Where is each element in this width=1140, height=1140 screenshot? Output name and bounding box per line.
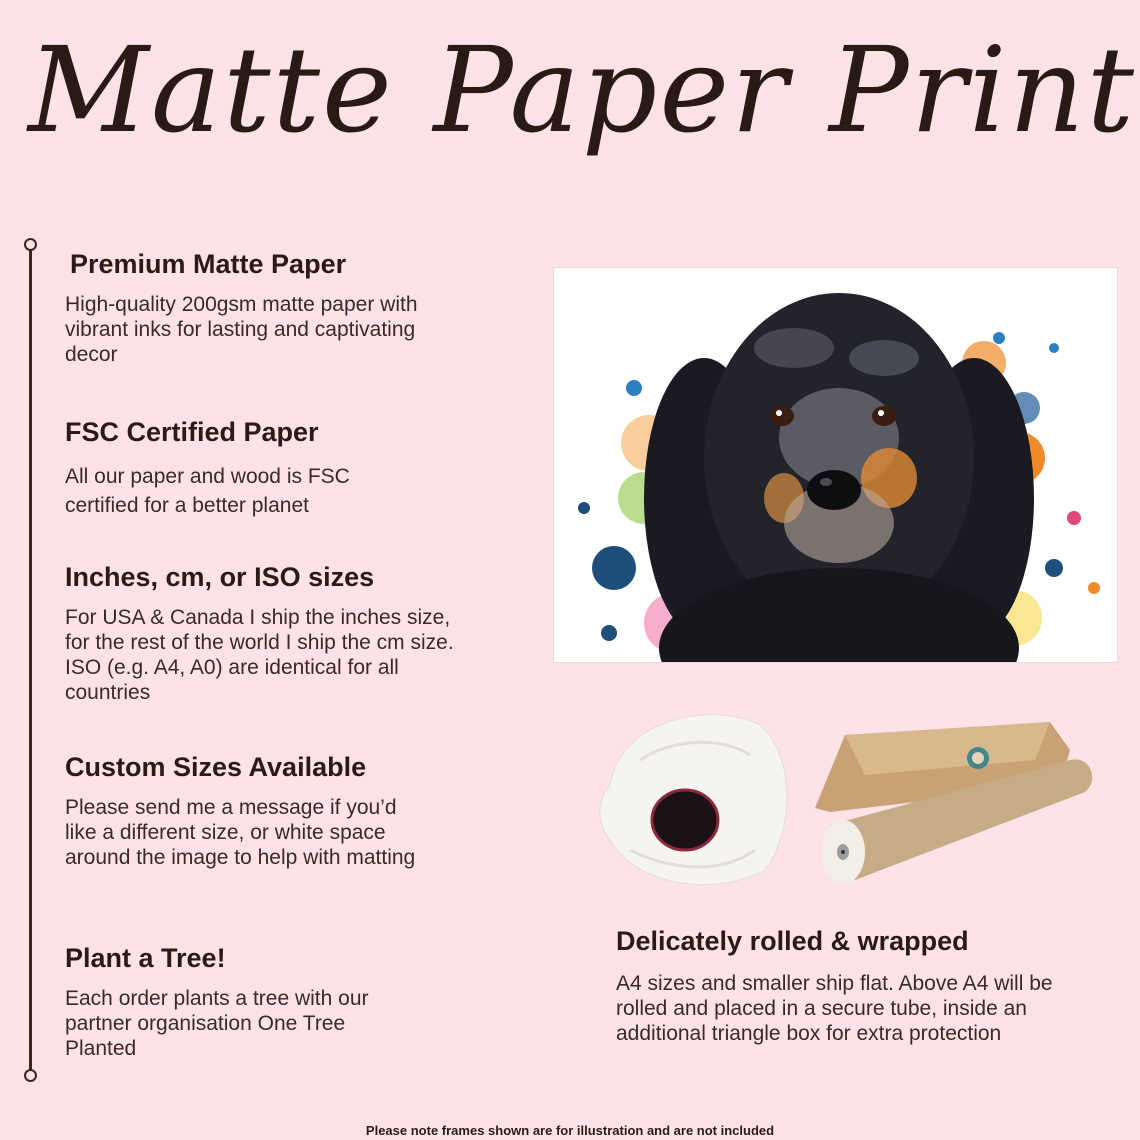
feature-text: High-quality 200gsm matte paper with vibrant inks for lasting and captivating decor (65, 293, 418, 366)
feature-text: For USA & Canada I ship the inches size, for the rest of the world I ship the cm size. ISO (e.g. A4, A0) are identical for all countries (65, 606, 454, 704)
dog-artwork-image (553, 267, 1118, 663)
feature-text: All our paper and wood is FSC certified for a better planet (65, 465, 350, 517)
feature-heading: Plant a Tree! (65, 943, 226, 973)
feature-heading: Premium Matte Paper (70, 249, 347, 279)
feature-custom-sizes (65, 751, 455, 870)
feature-text: Each order plants a tree with our partner organisation One Tree Planted (65, 987, 369, 1060)
feature-plant-a-tree (65, 942, 455, 1061)
packaging-image (590, 700, 1110, 900)
shipping-section (616, 925, 1056, 1046)
feature-heading: Custom Sizes Available (65, 752, 367, 782)
feature-premium-matte-paper (65, 248, 460, 367)
feature-heading: FSC Certified Paper (65, 417, 319, 447)
shipping-heading: Delicately rolled & wrapped (616, 926, 969, 956)
page-title: Matte Paper Print (28, 21, 1137, 159)
feature-heading: Inches, cm, or ISO sizes (65, 562, 375, 592)
footnote: Please note frames shown are for illustration and are not included (365, 1123, 775, 1138)
shipping-text: A4 sizes and smaller ship flat. Above A4 will be rolled and placed in a secure tube, inside an additional triangle box for extra protection (616, 972, 1053, 1045)
timeline-dot-bottom (24, 1069, 37, 1082)
timeline-line (29, 248, 32, 1072)
feature-fsc-certified-paper (65, 416, 455, 520)
feature-text: Please send me a message if you’d like a different size, or white space around the image to help with matting (65, 796, 416, 869)
feature-sizes (65, 561, 455, 705)
timeline-dot-top (24, 238, 37, 251)
